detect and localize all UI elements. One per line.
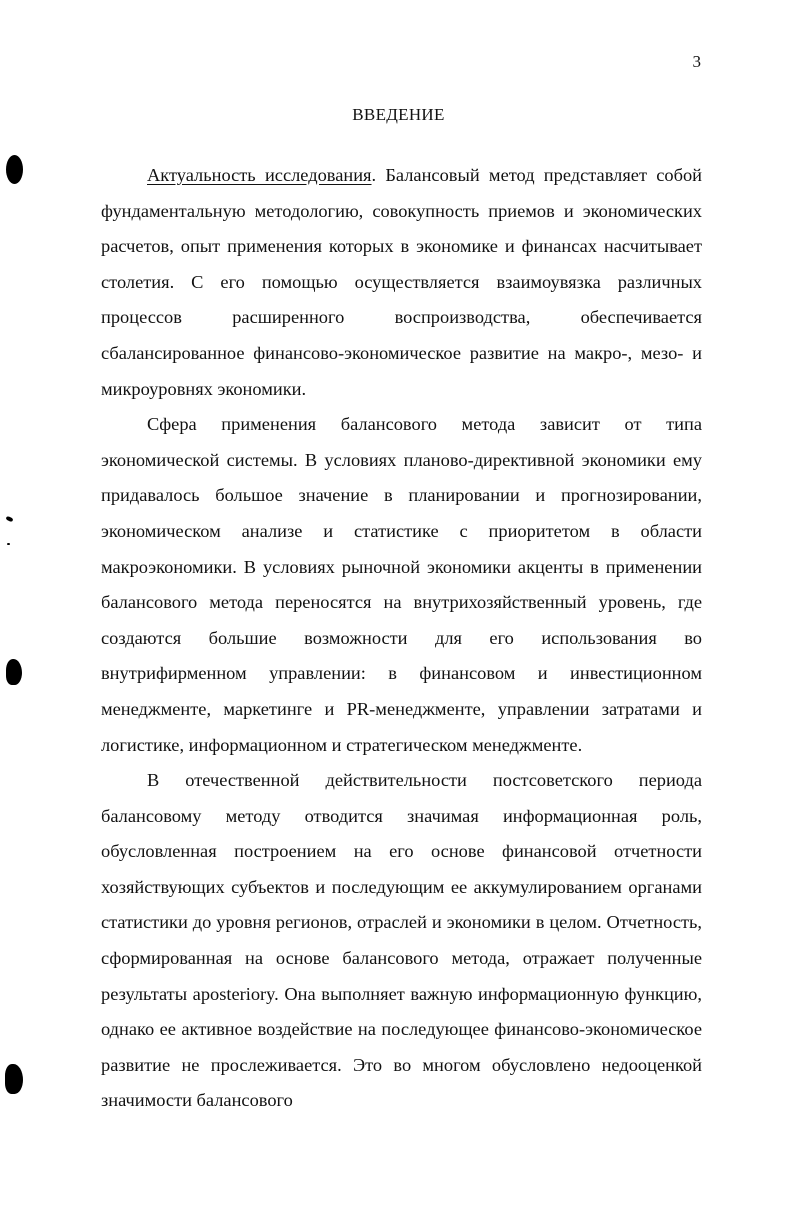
scan-speck — [7, 543, 10, 545]
section-heading: ВВЕДЕНИЕ — [352, 105, 445, 124]
page-number: 3 — [692, 52, 701, 71]
paragraph-domestic-reality: В отечественной действительности постсоветского периода балансовому методу отводится значимая информационная роль, обусловленная построением на его основе финансовой отчетности хозяйствующих субъектов и последующим ее аккумулированием органами статистики до уровня регионов, отраслей и экономики в целом. Отчетность, сформированная на основе балансового метода, отражает полученные результаты aposteriory. Она выполняет важную информационную функцию, однако ее активное воздействие на последующее финансово-экономическое развитие не прослеживается. Это во многом обусловлено недооценкой значимости балансового — [101, 770, 702, 1111]
scan-speck — [5, 516, 13, 523]
binder-hole-top — [6, 155, 23, 184]
body-text — [101, 158, 702, 1119]
binder-hole-middle — [6, 659, 22, 685]
binder-hole-bottom — [5, 1064, 23, 1094]
paragraph-relevance — [101, 158, 702, 407]
paragraph-scope: Сфера применения балансового метода зависит от типа экономической системы. В условиях планово-директивной экономики ему придавалось большое значение в планировании и прогнозировании, экономическом анализе и статистике с приоритетом в области макроэкономики. В условиях рыночной экономики акценты в применении балансового метода переносятся на внутрихозяйственный уровень, где создаются большие возможности для его использования во внутрифирменном управлении: в финансовом и инвестиционном менеджменте, маркетинге и PR-менеджменте, управлении затратами и логистике, информационном и стратегическом менеджменте. — [101, 414, 702, 755]
paragraph-relevance-text: . Балансовый метод представляет собой фундаментальную методологию, совокупность приемов и экономических расчетов, опыт применения которых в экономике и финансах насчитывает столетия. С его помощью осуществляется взаимоувязка различных процессов расширенного воспроизводства, обеспечивается сбалансированное финансово-экономическое развитие на макро-, мезо- и микроуровнях экономики. — [101, 165, 702, 399]
relevance-label: Актуальность исследования — [147, 165, 372, 185]
